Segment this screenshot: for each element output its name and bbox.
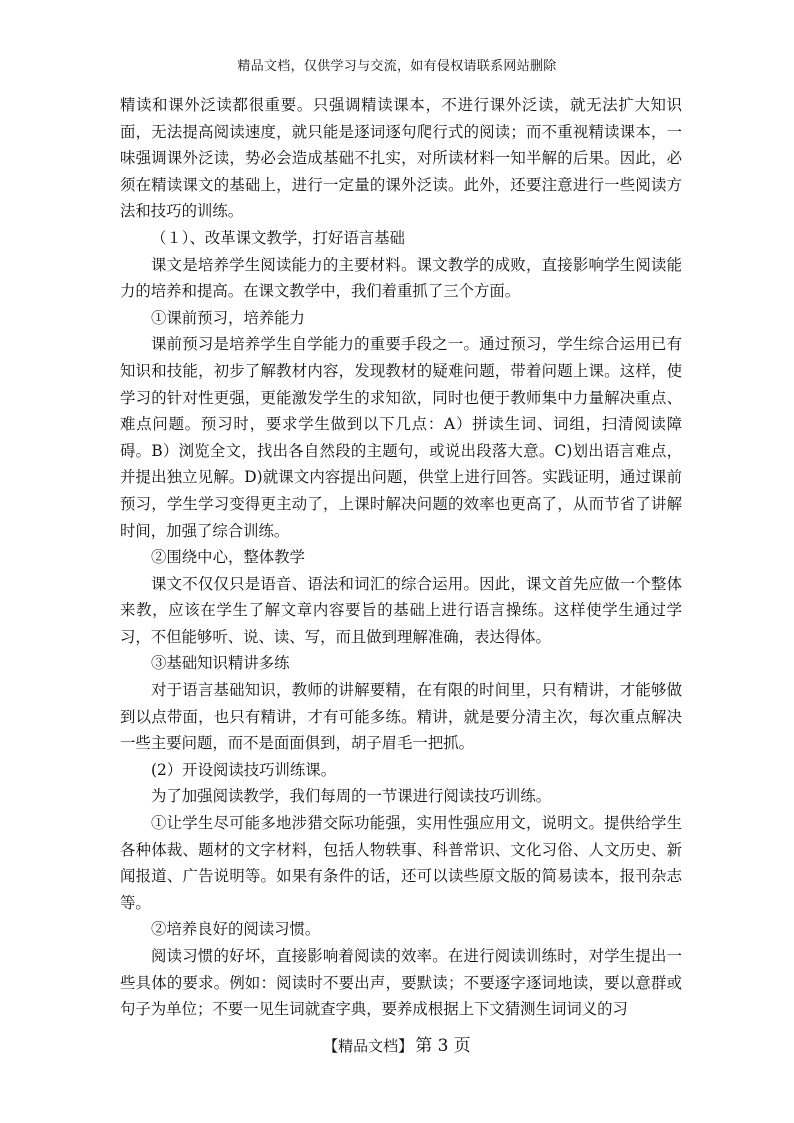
paragraph: 阅读习惯的好坏，直接影响着阅读的效率。在进行阅读训练时，对学生提出一些具体的要求。例如：阅读时不要出声，要默读；不要逐字逐词地读，要以意群或句子为单位；不要一见生词就查字典，要养成根据上下文猜测生词词义的习 bbox=[120, 947, 682, 1019]
paragraph: 课前预习是培养学生自学能力的重要手段之一。通过预习，学生综合运用已有知识和技能，初步了解教材内容，发现教材的疑难问题，带着问题上课。这样，使学习的针对性更强，更能激发学生的求知欲，同时也便于教师集中力量解决重点、难点问题。预习时，要求学生做到以下几点：A）拼读生词、词组，扫清阅读障碍。B）浏览全文，找出各自然段的主题句，或说出段落大意。C)划出语言难点，并提出独立见解。D)就课文内容提出问题，供堂上进行回答。实践证明，通过课前预习，学生学习变得更主动了，上课时解决问题的效率也更高了，从而节省了讲解时间，加强了综合训练。 bbox=[120, 335, 682, 540]
paragraph: 课文是培养学生阅读能力的主要材料。课文教学的成败，直接影响学生阅读能力的培养和提高。在课文教学中，我们着重抓了三个方面。 bbox=[120, 255, 682, 301]
paragraph-intro: 精读和课外泛读都很重要。只强调精读课本，不进行课外泛读，就无法扩大知识面，无法提高阅读速度，就只能是逐词逐句爬行式的阅读；而不重视精读课本，一味强调课外泛读，势必会造成基础不扎实，对所读材料一知半解的后果。因此，必须在精读课文的基础上，进行一定量的课外泛读。此外，还要注意进行一些阅读方法和技巧的训练。 bbox=[120, 96, 682, 221]
heading-section-1: （１）、改革课文教学，打好语言基础 bbox=[151, 228, 405, 247]
paragraph: 为了加强阅读教学，我们每周的一节课进行阅读技巧训练。 bbox=[151, 787, 552, 806]
subheading-item-2: ②围绕中心，整体教学 bbox=[151, 548, 305, 567]
list-item: ①让学生尽可能多地涉猎交际功能强，实用性强应用文，说明文。提供给学生各种体裁、题材的文字材料，包括人物轶事、科普常识、文化习俗、人文历史、新闻报道、广告说明等。如果有条件的话，还可以读些原文版的简易读本，报刊杂志等。 bbox=[120, 814, 682, 912]
page-header: 精品文档，仅供学习与交流，如有侵权请联系网站删除 bbox=[237, 59, 557, 74]
document-body bbox=[120, 92, 682, 1023]
heading-section-2: (2）开设阅读技巧训练课。 bbox=[151, 760, 337, 779]
subheading-item-2b: ②培养良好的阅读习惯。 bbox=[151, 920, 321, 939]
page-number: 第 3 页 bbox=[415, 1036, 471, 1056]
subheading-item-3: ③基础知识精讲多练 bbox=[151, 654, 290, 673]
paragraph: 对于语言基础知识，教师的讲解要精，在有限的时间里，只有精讲，才能够做到以点带面，也只有精讲，才有可能多练。精讲，就是要分清主次，每次重点解决一些主要问题，而不是面面俱到，胡子眉毛一把抓。 bbox=[120, 681, 682, 753]
footer-label: 【精品文档】 bbox=[323, 1037, 414, 1055]
page-footer bbox=[0, 1031, 794, 1056]
subheading-item-1: ①课前预习，培养能力 bbox=[151, 308, 305, 327]
paragraph: 课文不仅仅只是语音、语法和词汇的综合运用。因此，课文首先应做一个整体来教，应该在学生了解文章内容要旨的基础上进行语言操练。这样使学生通过学习，不但能够听、说、读、写，而且做到理解准确，表达得体。 bbox=[120, 574, 682, 646]
